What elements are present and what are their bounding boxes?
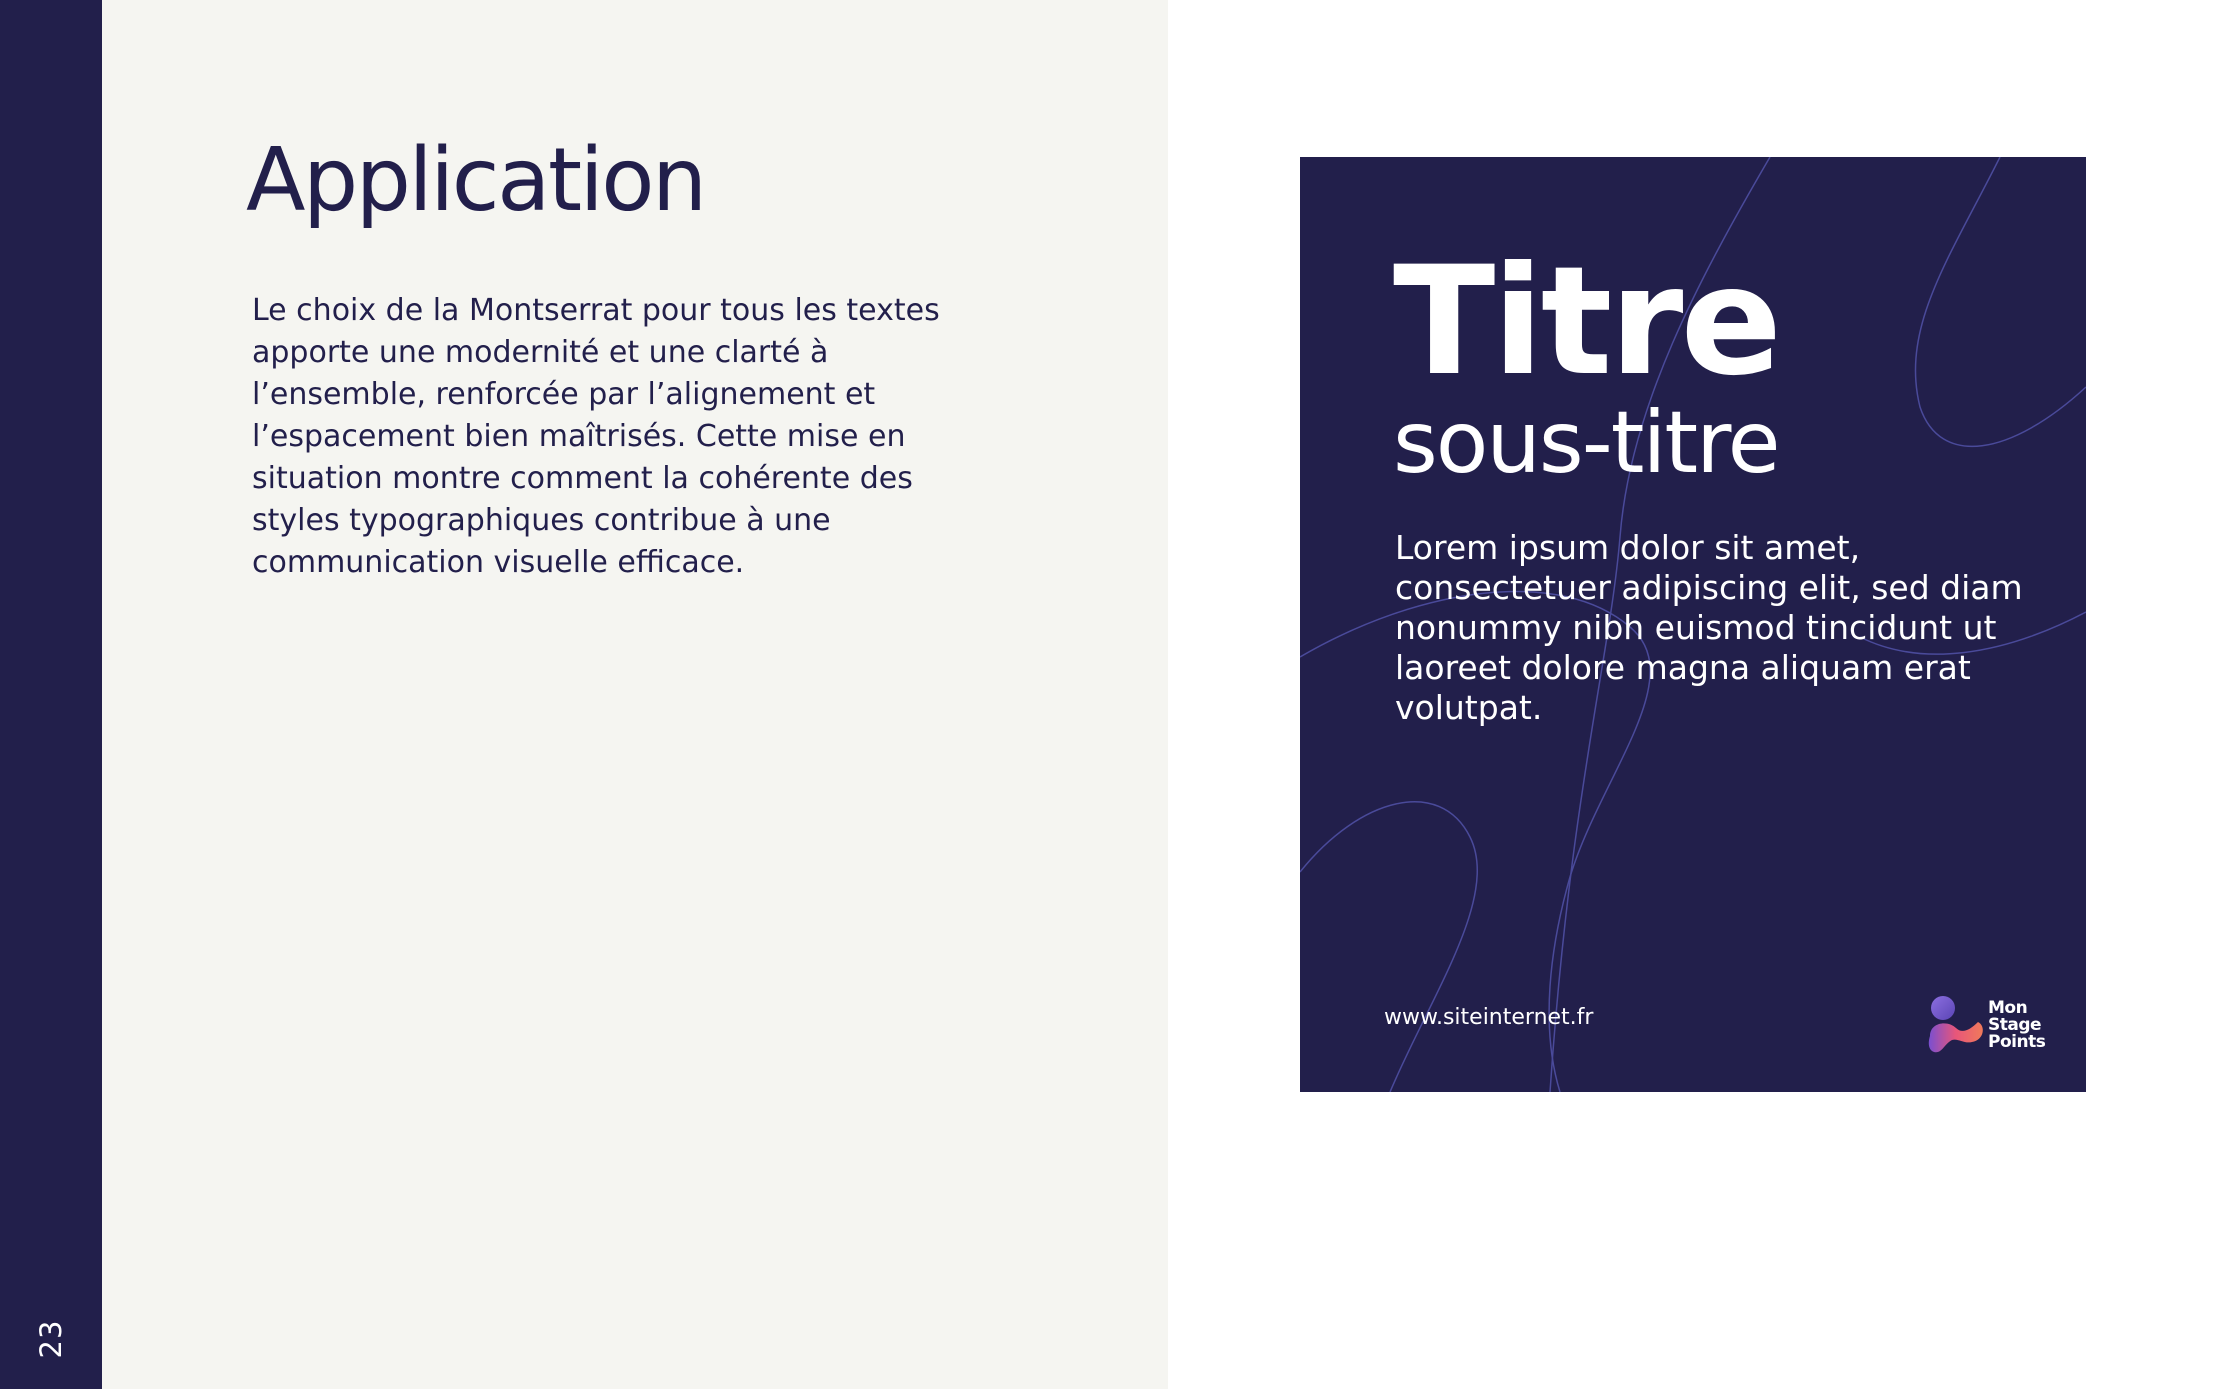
- description-text: Le choix de la Montserrat pour tous les textes apporte une modernité et une clarté à l’ensemble, renforcée par l’alignement et l’espacement bien maîtrisés. Cette mise en situation montre comment la cohérente des styles typographiques contribue à une communication visuelle efficace.: [252, 293, 940, 580]
- mockup-card: [1300, 157, 2086, 1092]
- logo-mark-icon: [1926, 992, 1986, 1056]
- mockup-title: Titre: [1393, 235, 1780, 409]
- page-title: Application: [246, 129, 705, 231]
- logo-text-line: Mon: [1988, 998, 2028, 1018]
- logo-text: [1988, 1000, 2045, 1051]
- side-band: [0, 0, 102, 1389]
- mockup-body-text: Lorem ipsum dolor sit amet, consectetuer adipiscing elit, sed diam nonummy nibh euismod tincidunt ut laoreet dolore magna aliquam erat volutpat.: [1395, 528, 2023, 727]
- page-number: 23: [34, 1319, 68, 1359]
- mockup-subtitle: sous-titre: [1393, 393, 1779, 493]
- logo-text-line: Points: [1988, 1032, 2046, 1052]
- website-url: www.siteinternet.fr: [1384, 1005, 1594, 1030]
- brand-logo: [1926, 992, 2056, 1062]
- logo-text-line: Stage: [1988, 1015, 2042, 1035]
